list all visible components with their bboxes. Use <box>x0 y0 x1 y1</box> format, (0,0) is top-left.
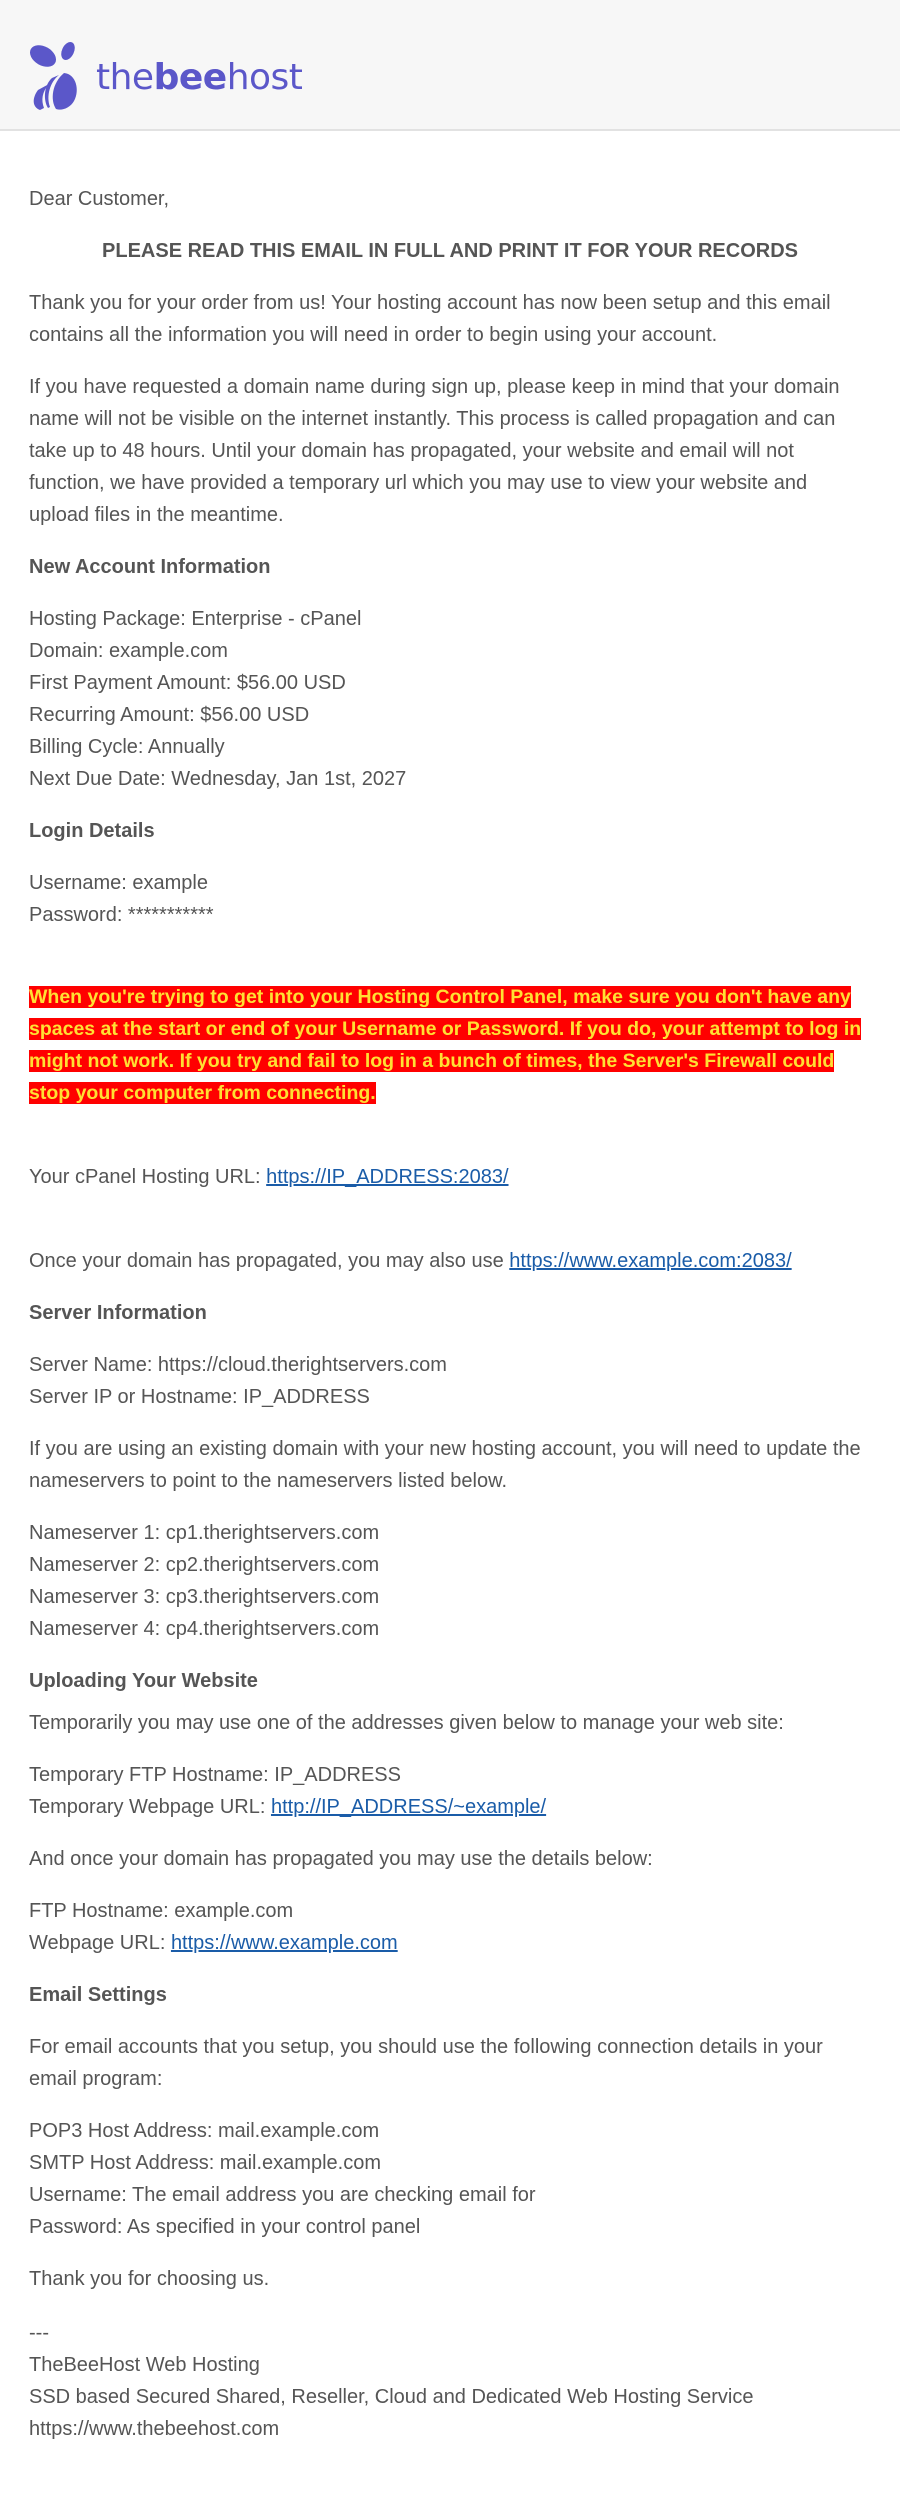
smtp-host: SMTP Host Address: mail.example.com <box>29 2152 381 2174</box>
temp-webpage-url-label: Temporary Webpage URL: <box>29 1796 271 1818</box>
signature-separator: --- <box>29 2322 49 2344</box>
temp-upload-list <box>29 1759 871 1823</box>
next-due-date: Next Due Date: Wednesday, Jan 1st, 2027 <box>29 768 407 790</box>
server-info-heading: Server Information <box>29 1302 207 1324</box>
nameserver-item: Nameserver 4: cp4.therightservers.com <box>29 1618 380 1640</box>
signature-tagline: SSD based Secured Shared, Reseller, Cloud and Dedicated Web Hosting Service <box>29 2386 754 2408</box>
billing-cycle: Billing Cycle: Annually <box>29 736 225 758</box>
temp-webpage-url-link[interactable]: http://IP_ADDRESS/~example/ <box>270 1796 547 1818</box>
greeting: Dear Customer, <box>29 188 170 210</box>
login-password: Password: *********** <box>29 904 214 926</box>
email-body <box>0 183 900 2445</box>
mail-username: Username: The email address you are checking email for <box>29 2184 536 2206</box>
pop3-host: POP3 Host Address: mail.example.com <box>29 2120 380 2142</box>
email-settings-note: For email accounts that you setup, you should use the following connection details in your email program: <box>29 2036 823 2090</box>
server-ip: Server IP or Hostname: IP_ADDRESS <box>29 1386 370 1408</box>
bee-logo-icon <box>28 40 82 112</box>
nameserver-item: Nameserver 1: cp1.therightservers.com <box>29 1522 380 1544</box>
temp-ftp-hostname: Temporary FTP Hostname: IP_ADDRESS <box>29 1764 401 1786</box>
cpanel-alt-url-label: Once your domain has propagated, you may also use <box>29 1250 510 1272</box>
cpanel-url-label: Your cPanel Hosting URL: <box>29 1166 267 1188</box>
nameserver-list <box>29 1517 871 1645</box>
domain-propagation-note: If you have requested a domain name during sign up, please keep in mind that your domain name will not be visible on the internet instantly. This process is called propagation and can take up to 48 hours. Until your domain has propagated, your website and email will not function, we have provided a temporary url which you may use to view your website and upload files in the meantime. <box>29 376 840 526</box>
email-header <box>0 0 900 131</box>
nameserver-item: Nameserver 3: cp3.therightservers.com <box>29 1586 380 1608</box>
closing-line: Thank you for choosing us. <box>29 2268 270 2290</box>
account-info-list <box>29 603 871 795</box>
temp-address-note: Temporarily you may use one of the addresses given below to manage your web site: <box>29 1712 784 1734</box>
cpanel-url-link[interactable]: https://IP_ADDRESS:2083/ <box>266 1166 509 1188</box>
first-payment-amount: First Payment Amount: $56.00 USD <box>29 672 346 694</box>
upload-heading: Uploading Your Website <box>29 1670 258 1692</box>
intro-paragraph: Thank you for your order from us! Your hosting account has now been setup and this email contains all the information you will need in order to begin using your account. <box>29 292 831 346</box>
hosting-package: Hosting Package: Enterprise - cPanel <box>29 608 362 630</box>
recurring-amount: Recurring Amount: $56.00 USD <box>29 704 310 726</box>
server-info-list <box>29 1349 871 1413</box>
ftp-hostname: FTP Hostname: example.com <box>29 1900 294 1922</box>
brand-logo <box>28 40 302 112</box>
webpage-url-line <box>29 1927 871 1959</box>
webpage-url-label: Webpage URL: <box>29 1932 171 1954</box>
email-settings-list <box>29 2115 871 2243</box>
server-name: Server Name: https://cloud.therightservers.com <box>29 1354 447 1376</box>
mail-password: Password: As specified in your control panel <box>29 2216 421 2238</box>
login-username: Username: example <box>29 872 208 894</box>
login-details-list <box>29 867 871 931</box>
print-notice: PLEASE READ THIS EMAIL IN FULL AND PRINT IT FOR YOUR RECORDS <box>102 240 798 262</box>
warning-highlight: When you're trying to get into your Hosting Control Panel, make sure you don't have any spaces at the start or end of your Username or Password. If you do, your attempt to log in might not work. If you try and fail to log in a bunch of times, the Server's Firewall could stop your computer from connecting. <box>29 986 862 1104</box>
domain: Domain: example.com <box>29 640 228 662</box>
nameserver-note: If you are using an existing domain with your new hosting account, you will need to update the nameservers to point to the nameservers listed below. <box>29 1438 861 1492</box>
email-settings-heading: Email Settings <box>29 1984 167 2006</box>
account-info-heading: New Account Information <box>29 556 271 578</box>
upload-list <box>29 1895 871 1959</box>
signature-website: https://www.thebeehost.com <box>29 2418 280 2440</box>
cpanel-alt-url-line <box>29 1245 871 1277</box>
login-details-heading: Login Details <box>29 820 155 842</box>
nameserver-item: Nameserver 2: cp2.therightservers.com <box>29 1554 380 1576</box>
temp-webpage-url-line <box>29 1791 871 1823</box>
cpanel-url-line <box>29 1161 871 1193</box>
signature-company: TheBeeHost Web Hosting <box>29 2354 260 2376</box>
after-propagation-note: And once your domain has propagated you may use the details below: <box>29 1848 653 1870</box>
brand-wordmark: thebeehost <box>96 57 303 98</box>
webpage-url-link[interactable]: https://www.example.com <box>170 1932 398 1954</box>
cpanel-alt-url-link[interactable]: https://www.example.com:2083/ <box>509 1250 792 1272</box>
signature <box>29 2317 871 2445</box>
login-warning <box>29 981 871 1109</box>
